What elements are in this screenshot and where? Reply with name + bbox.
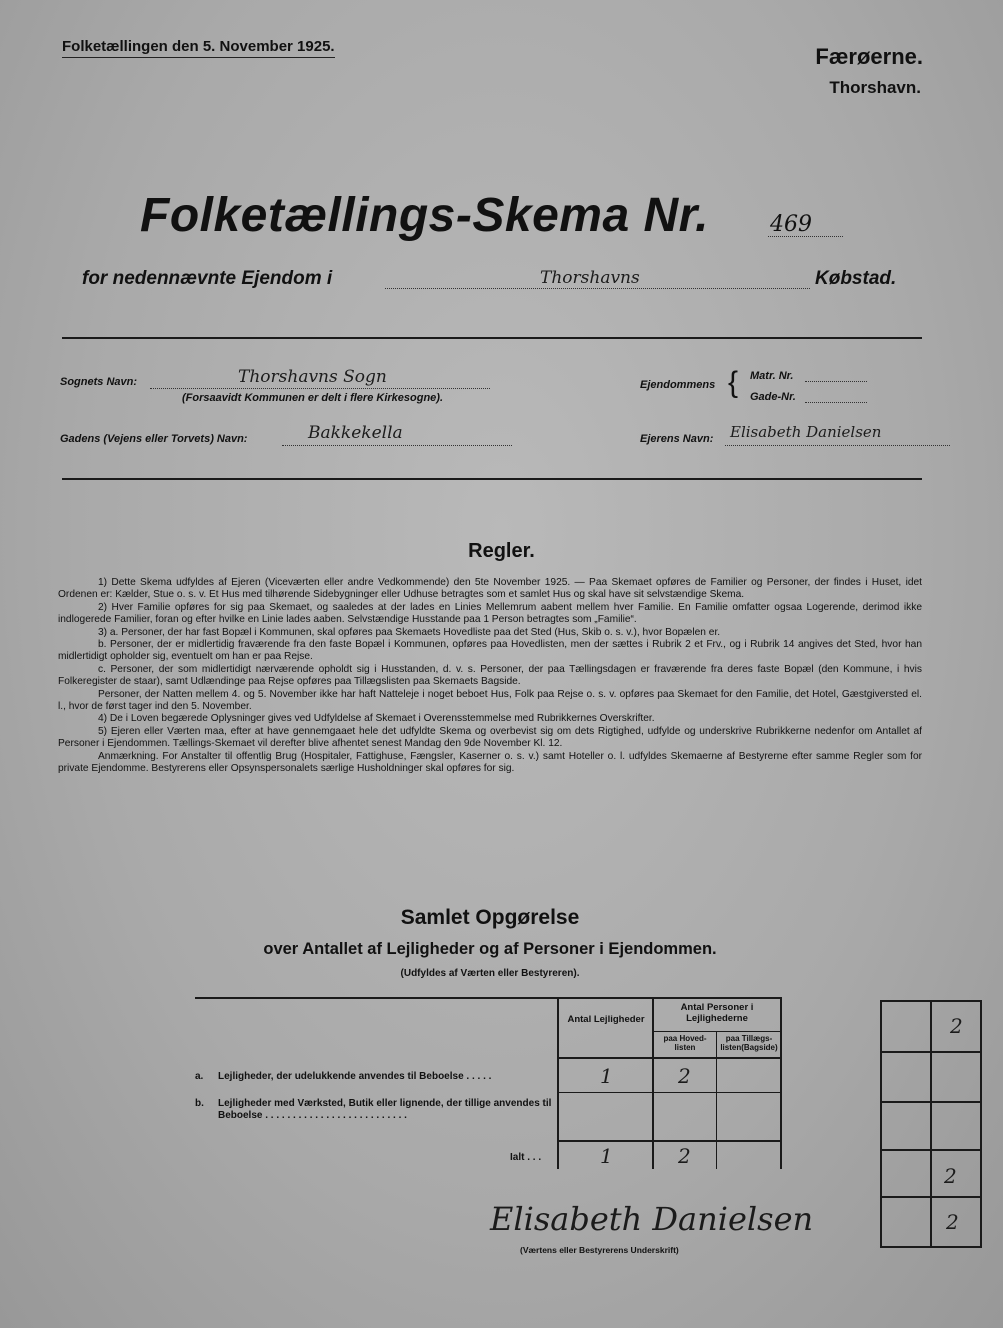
side-value: 2 [950, 1014, 963, 1038]
side-box-hline [880, 1101, 980, 1103]
rule-paragraph: b. Personer, der er midlertidig fraværende fra den faste Bopæl i Kommunen, opføres paa Hovedlisten, men der sættes i Rubrik 2 et Frv., og i Rubrik 14 angives det Sted, hvor han midlertidigt opholder sig, eventuelt om han er paa Rejse. [58, 639, 922, 663]
rule-paragraph: 1) Dette Skema udfyldes af Ejeren (Viceværten eller andre Vedkommende) den 5te November 1925. — Paa Skemaet opføres de Familier og Personer, der findes i Huset, idet Ordenen er: Kælder, Stue o. s. v. Et Hus med tilhørende Sidebygninger eller Udhuse betragtes som et samlet Hus og skal have sit selvstændige Skema. [58, 577, 922, 601]
row-a-apartments-value: 1 [600, 1064, 613, 1088]
subtitle-right: Købstad. [815, 268, 897, 289]
table-row-rule [557, 1092, 780, 1093]
form-number-line [768, 236, 843, 237]
side-box-vline [930, 1000, 932, 1246]
region-name: Færøerne. [815, 44, 923, 69]
form-number: 469 [770, 212, 812, 237]
rules-text [58, 577, 922, 776]
table-vline [780, 997, 782, 1169]
row-b-label: Lejligheder med Værksted, Butik eller lignende, der tillige anvendes til Beboelse . . . . . . . . . . . . . . . . . . . . . . . . . . [218, 1098, 552, 1121]
rule-paragraph: Personer, der Natten mellem 4. og 5. November ikke har haft Natteleje i noget beboet Hus, Folk paa Rejse o. s. v. opføres paa Skemaet for den Familie, det Hotel, Gæstgiversted el. l., hvor de først tager ind den 5. November. [58, 688, 922, 713]
gade-label: Gade-Nr. [750, 391, 796, 403]
summary-note: (Udfyldes af Værten eller Bestyreren). [400, 968, 580, 979]
owner-dotline [725, 445, 950, 446]
rule-paragraph: c. Personer, der som midlertidigt nærværende opholdt sig i Husstanden, d. v. s. Personer, der paa Tællingsdagen er fraværende fra deres faste Bopæl (den Kommune, i hvis Folkeregister de staar), samt Udlændinge paa Rejse opføres paa Tillægslisten paa Skemaets Bagside. [58, 663, 922, 688]
census-date-header: Folketællingen den 5. November 1925. [62, 38, 335, 58]
parish-label: Sognets Navn: [60, 376, 138, 388]
col-header-apartments: Antal Lejligheder [567, 1014, 645, 1025]
row-a-main-value: 2 [678, 1064, 691, 1088]
summary-title: Samlet Opgørelse [400, 906, 580, 929]
street-label: Gadens (Vejens eller Torvets) Navn: [60, 433, 248, 445]
rule-paragraph: 5) Ejeren eller Værten maa, efter at have gennemgaaet hele det udfyldte Skema og overbevist sig om dets Rigtighed, udfylde og underskrive Rubrikkerne nedenfor om Antallet af Personer i Ejendommen. Tællings-Skemaet vil derefter blive afhentet senest Mandag den 9de November Kl. 12. [58, 725, 922, 750]
table-top-rule [195, 997, 780, 999]
side-box-hline [880, 1196, 980, 1198]
total-main-value: 2 [678, 1144, 691, 1168]
matr-dotline [805, 381, 867, 382]
total-label: Ialt . . . [510, 1152, 542, 1163]
parish-value: Thorshavns Sogn [238, 367, 387, 387]
subtitle-dotline [385, 288, 810, 289]
parish-note: (Forsaavidt Kommunen er delt i flere Kirkesogne). [182, 392, 444, 404]
side-box-hline [880, 1149, 980, 1151]
street-dotline [282, 445, 512, 446]
rule-paragraph: Anmærkning. For Anstalter til offentlig Brug (Hospitaler, Fattighuse, Fængsler, Kaserner o. s. v.) samt Hoteller o. l. udfyldes Skemaerne af Bestyrerne efter samme Regler som for private Ejendomme. Bestyrerens eller Opsynspersonalets særlige Husholdninger skal opføres for sig. [58, 750, 922, 775]
owner-value: Elisabeth Danielsen [730, 423, 882, 441]
rule-paragraph: 2) Hver Familie opføres for sig paa Skemaet, og saaledes at der lades en Linies Mellemrum aabent mellem hver Familie. En Familie omfatter ogsaa Logerende, derimod ikke indlogerede Familier, foran og efter hvilke en Linie lades aaben. Selvstændige Husstande paa 1 Person betragtes som „Familie“. [58, 601, 922, 626]
table-row-rule [557, 1140, 780, 1142]
side-value: 2 [946, 1210, 959, 1234]
rules-title: Regler. [468, 540, 535, 562]
row-a-letter: a. [195, 1071, 204, 1082]
table-subheader-rule [652, 1031, 780, 1032]
signature-caption: (Værtens eller Bestyrerens Underskrift) [520, 1245, 679, 1255]
owner-signature: Elisabeth Danielsen [490, 1200, 814, 1238]
subtitle-handwritten-value: Thorshavns [540, 268, 640, 288]
street-value: Bakkekella [308, 423, 403, 443]
total-apartments-value: 1 [600, 1144, 613, 1168]
rule-paragraph: 4) De i Loven begærede Oplysninger gives ved Udfyldelse af Skemaet i Overensstemmelse med Rubrikkernes Overskrifter. [98, 713, 655, 725]
top-divider [62, 337, 922, 339]
col-header-supplement-list: paa Tillægs-listen(Bagside) [720, 1034, 778, 1052]
subtitle-left: for nedennævnte Ejendom i [82, 268, 333, 289]
table-vline [652, 997, 654, 1169]
owner-label: Ejerens Navn: [640, 433, 714, 445]
table-vline [557, 997, 559, 1169]
summary-subtitle: over Antallet af Lejligheder og af Personer i Ejendommen. [263, 940, 717, 958]
side-box-hline [880, 1051, 980, 1053]
row-b-letter: b. [195, 1098, 204, 1109]
property-brace: { [728, 366, 739, 399]
matr-label: Matr. Nr. [750, 370, 794, 382]
middle-divider [62, 478, 922, 480]
form-title: Folketællings-Skema Nr. [140, 189, 710, 242]
table-header-rule [557, 1057, 780, 1059]
parish-dotline [150, 388, 490, 389]
table-vline [716, 1032, 717, 1169]
gade-dotline [805, 402, 867, 403]
col-header-main-list: paa Hoved-listen [663, 1034, 707, 1052]
side-value: 2 [944, 1164, 957, 1188]
rule-paragraph: 3) a. Personer, der har fast Bopæl i Kommunen, skal opføres paa Skemaets Hovedliste paa det Sted (Hus, Skib o. s. v.), hvor Bopælen er. [98, 626, 721, 638]
town-name: Thorshavn. [829, 78, 921, 97]
property-label: Ejendommens [640, 379, 716, 391]
col-header-persons: Antal Personer i Lejlighederne [680, 1002, 754, 1024]
row-a-label: Lejligheder, der udelukkende anvendes til Beboelse . . . . . [218, 1071, 492, 1082]
